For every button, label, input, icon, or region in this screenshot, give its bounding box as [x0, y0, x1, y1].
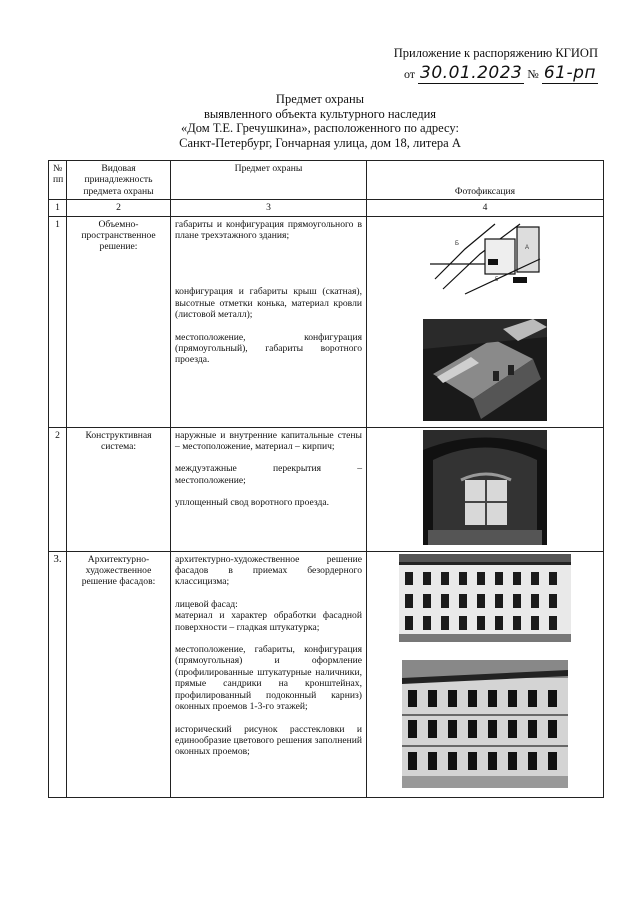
title-line-3: «Дом Т.Е. Гречушкина», расположенного по адресу: [181, 121, 459, 135]
row-subject [171, 216, 367, 427]
row-number: 3. [49, 551, 67, 797]
col-number: 4 [367, 200, 604, 216]
subject-paragraph: местоположение, конфигурация (прямоугольный), габариты воротного проезда. [175, 331, 362, 366]
table-header-row [49, 161, 604, 200]
col-number: 3 [171, 200, 367, 216]
row-photos [367, 427, 604, 551]
row-photos [367, 551, 604, 797]
roof-photo-image [423, 319, 547, 421]
row-type: Конструктивная система: [67, 427, 171, 551]
title-line-1: Предмет охраны [275, 92, 365, 106]
header-photo: Фотофиксация [367, 161, 604, 200]
subject-paragraph: местоположение, габариты, конфигурация (прямоугольная) и оформление (профилированные штукатурные наличники, прямые сандрики на кронштейнах, профилированный подоконный карниз) оконных проемов 1-3-го этажей; [175, 644, 362, 713]
row-type: Архитектурно-художественное решение фасадов: [67, 551, 171, 797]
subject-paragraph: междуэтажные перекрытия – местоположение; [175, 463, 362, 486]
subject-paragraph: конфигурация и габариты крыш (скатная), высотные отметки конька, материал кровли (листовой металл); [175, 286, 362, 321]
col-number: 1 [49, 200, 67, 216]
title-line-4: Санкт-Петербург, Гончарная улица, дом 18, литера А [179, 135, 461, 150]
document-title [0, 92, 640, 150]
row-type: Объемно-пространственное решение: [67, 216, 171, 427]
row-number: 2 [49, 427, 67, 551]
table-row [49, 551, 604, 797]
appendix-title: Приложение к распоряжению КГИОП [393, 46, 598, 60]
subject-paragraph: исторический рисунок расстекловки и единообразие цветового решения заполнений оконных проемов; [175, 723, 362, 758]
subject-paragraph: лицевой фасад: [175, 598, 238, 610]
cadastral-map-image [425, 219, 545, 297]
subject-paragraph: габариты и конфигурация прямоугольного в плане трехэтажного здания; [175, 218, 362, 242]
protection-table [48, 160, 604, 798]
svg-text:А: А [525, 244, 530, 251]
subject-paragraph: материал и характер обработки фасадной поверхности – гладкая штукатурка; [175, 610, 362, 633]
facade-photo-2-image [402, 660, 568, 788]
column-number-row [49, 200, 604, 216]
row-subject [171, 551, 367, 797]
order-line [394, 65, 598, 82]
appendix-block [394, 45, 598, 82]
order-number: 61-рп [543, 63, 596, 83]
col-number: 2 [67, 200, 171, 216]
date-prefix: от [403, 67, 416, 81]
row-number: 1 [49, 216, 67, 427]
title-line-2: выявленного объекта культурного наследия [203, 106, 437, 121]
table-row [49, 427, 604, 551]
subject-paragraph: наружные и внутренние капитальные стены – местоположение, материал – кирпич; [175, 429, 362, 453]
row-subject [171, 427, 367, 551]
header-type: Видовая принадлежность предмета охраны [67, 161, 171, 200]
subject-paragraph: уплощенный свод воротного проезда. [175, 497, 330, 509]
table-row [49, 216, 604, 427]
order-date: 30.01.2023 [420, 63, 523, 83]
facade-photo-1-image [399, 554, 571, 642]
header-num: № пп [49, 161, 67, 200]
subject-paragraph: архитектурно-художественное решение фасадов в приемах безордерного классицизма; [175, 553, 362, 588]
svg-text:Б: Б [455, 240, 459, 247]
row-photos [367, 216, 604, 427]
vault-passage-photo-image [423, 430, 547, 545]
svg-text:5: 5 [495, 276, 499, 283]
number-prefix: № [527, 67, 539, 81]
header-subject: Предмет охраны [171, 161, 367, 200]
